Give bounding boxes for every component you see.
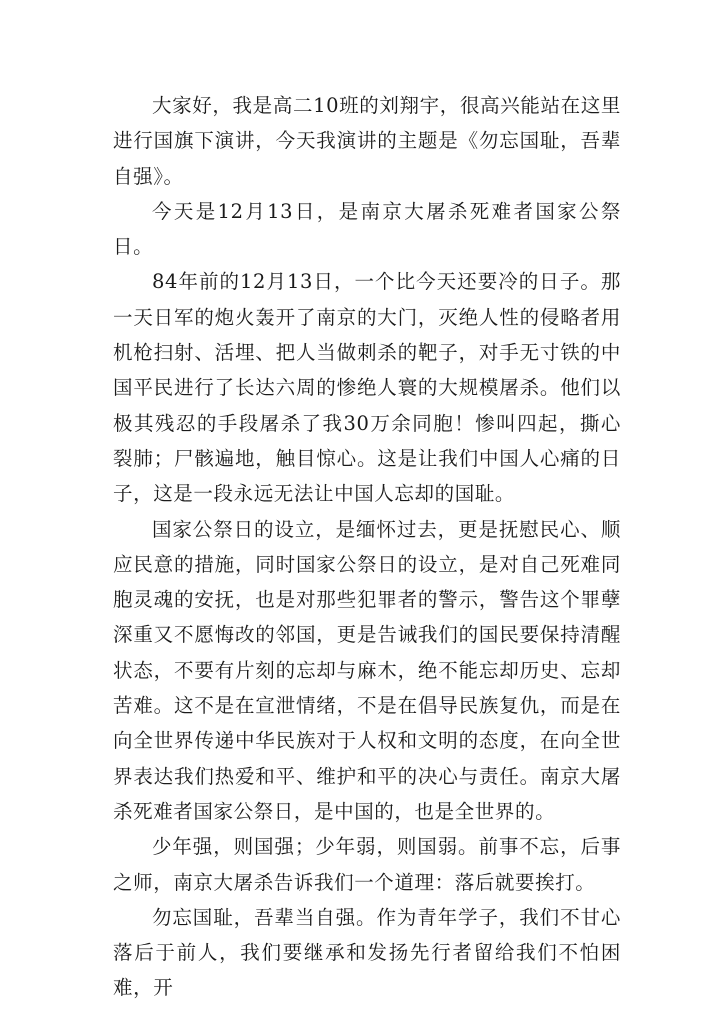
paragraph-greeting: 大家好，我是高二10班的刘翔宇，很高兴能站在这里进行国旗下演讲，今天我演讲的主题是《勿忘国耻，吾辈自强》。	[113, 94, 621, 188]
paragraph-memorial-day: 国家公祭日的设立，是缅怀过去，更是抚慰民心、顺应民意的措施，同时国家公祭日的设立，是对自己死难同胞灵魂的安抚，也是对那些犯罪者的警示，警告这个罪孽深重又不愿悔改的邻国，更是告诫我们的国民要保持清醒状态，不要有片刻的忘却与麻木，绝不能忘却历史、忘却苦难。这不是在宣泄情绪，不是在倡导民族复仇，而是在向全世界传递中华民族对于人权和文明的态度，在向全世界表达我们热爱和平、维护和平的决心与责任。南京大屠杀死难者国家公祭日，是中国的，也是全世界的。	[113, 517, 621, 823]
paragraph-self-strength: 勿忘国耻，吾辈当自强。作为青年学子，我们不甘心落后于前人，我们要继承和发扬先行者留给我们不怕困难，开	[113, 905, 621, 1000]
paragraph-youth: 少年强，则国强；少年弱，则国弱。前事不忘，后事之师，南京大屠杀告诉我们一个道理：落后就要挨打。	[113, 835, 621, 894]
paragraph-history: 84年前的12月13日，一个比今天还要冷的日子。那一天日军的炮火轰开了南京的大门，灭绝人性的侵略者用机枪扫射、活埋、把人当做刺杀的靶子，对手无寸铁的中国平民进行了长达六周的惨绝人寰的大规模屠杀。他们以极其残忍的手段屠杀了我30万余同胞！惨叫四起，撕心裂肺；尸骸遍地，触目惊心。这是让我们中国人心痛的日子，这是一段永远无法让中国人忘却的国耻。	[113, 270, 621, 506]
speech-body	[113, 88, 621, 1006]
paragraph-date: 今天是12月13日，是南京大屠杀死难者国家公祭日。	[113, 199, 621, 259]
